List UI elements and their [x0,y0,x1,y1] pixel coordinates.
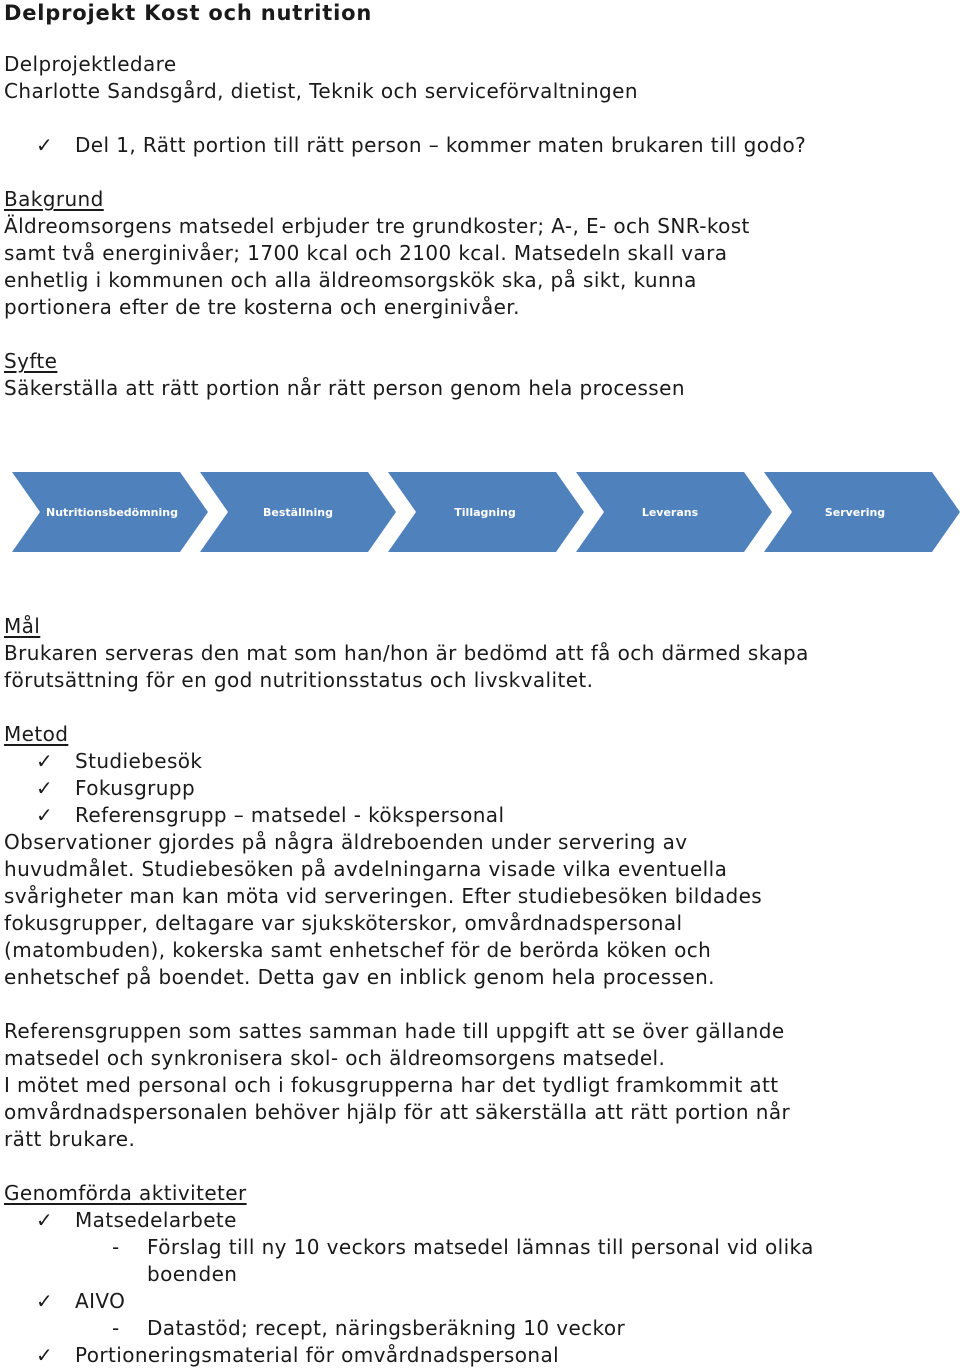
leader-name: Charlotte Sandsgård, dietist, Teknik och serviceförvaltningen [4,79,638,103]
purpose-heading: Syfte [4,349,58,373]
activity-item [4,1207,954,1234]
background-line: portionera efter de tre kosterna och energinivåer. [4,295,520,319]
checkmark-icon: ✓ [36,1289,54,1313]
method-paragraph-line: Referensgruppen som sattes samman hade till uppgift att se över gällande [4,1019,785,1043]
method-heading: Metod [4,722,69,746]
goal-heading: Mål [4,614,41,638]
method-paragraph-line: enhetschef på boendet. Detta gav en inblick genom hela processen. [4,965,715,989]
checkmark-icon: ✓ [36,749,54,773]
background-line: samt två energinivåer; 1700 kcal och 2100 kcal. Matsedeln skall vara [4,241,728,265]
part-text: Del 1, Rätt portion till rätt person – kommer maten brukaren till godo? [75,133,807,157]
activity-subitem-text: boenden [147,1262,238,1286]
checkmark-icon: ✓ [36,1208,54,1232]
method-item [4,748,954,775]
checkmark-icon: ✓ [36,776,54,800]
method-paragraph-line: (matombuden), kokerska samt enhetschef för de berörda köken och [4,938,712,962]
process-chevron-diagram [12,472,960,552]
method-paragraph-line: Observationer gjordes på några äldreboenden under servering av [4,830,688,854]
method-paragraph-line: omvårdnadspersonalen behöver hjälp för att säkerställa att rätt portion når [4,1100,791,1124]
method-paragraph-line: svårigheter man kan möta vid serveringen. Efter studiebesöken bildades [4,884,763,908]
method-item [4,775,954,802]
document-title: Delprojekt Kost och nutrition [4,1,373,25]
activities-heading: Genomförda aktiviteter [4,1181,247,1205]
activity-subitem-continued [4,1261,954,1288]
activity-item [4,1342,954,1369]
method-paragraph-line: I mötet med personal och i fokusgrupperna har det tydligt framkommit att [4,1073,779,1097]
process-step-label: Tillagning [454,506,516,519]
activity-item-text: AIVO [75,1289,126,1313]
method-item-text: Studiebesök [75,749,203,773]
method-paragraph-line: rätt brukare. [4,1127,136,1151]
background-heading: Bakgrund [4,187,104,211]
activity-subitem [4,1315,954,1342]
process-step-label: Leverans [641,506,699,519]
method-paragraph-line: fokusgrupper, deltagare var sjuksköterskor, omvårdnadspersonal [4,911,683,935]
method-item-text: Referensgrupp – matsedel - kökspersonal [75,803,505,827]
process-step [200,472,396,552]
checkmark-icon: ✓ [36,1343,54,1367]
dash-bullet: - [112,1316,120,1340]
activity-item-text: Portioneringsmaterial för omvårdnadspersonal [75,1343,560,1367]
dash-bullet: - [112,1235,120,1259]
background-line: Äldreomsorgens matsedel erbjuder tre grundkoster; A-, E- och SNR-kost [4,214,750,238]
method-paragraph-line: matsedel och synkronisera skol- och äldreomsorgens matsedel. [4,1046,666,1070]
goal-line: förutsättning för en god nutritionsstatus och livskvalitet. [4,668,594,692]
process-step [388,472,584,552]
activity-subitem-text: Datastöd; recept, näringsberäkning 10 veckor [147,1316,626,1340]
part-item [4,132,954,159]
activity-item-text: Matsedelarbete [75,1208,237,1232]
process-step [764,472,960,552]
process-step [12,472,208,552]
checkmark-icon: ✓ [36,133,54,157]
process-step-label: Beställning [263,506,333,519]
process-step [576,472,772,552]
goal-line: Brukaren serveras den mat som han/hon är bedömd att få och därmed skapa [4,641,809,665]
background-line: enhetlig i kommunen och alla äldreomsorgskök ska, på sikt, kunna [4,268,697,292]
activity-subitem [4,1234,954,1261]
purpose-text: Säkerställa att rätt portion når rätt person genom hela processen [4,376,685,400]
activity-item [4,1288,954,1315]
process-step-label: Servering [824,506,886,519]
method-item-text: Fokusgrupp [75,776,196,800]
activity-subitem-text: Förslag till ny 10 veckors matsedel lämnas till personal vid olika [147,1235,814,1259]
method-item [4,802,954,829]
checkmark-icon: ✓ [36,803,54,827]
leader-label: Delprojektledare [4,52,177,76]
method-paragraph-line: huvudmålet. Studiebesöken på avdelningarna visade vilka eventuella [4,857,728,881]
process-step-label: Nutritionsbedömning [46,506,178,519]
